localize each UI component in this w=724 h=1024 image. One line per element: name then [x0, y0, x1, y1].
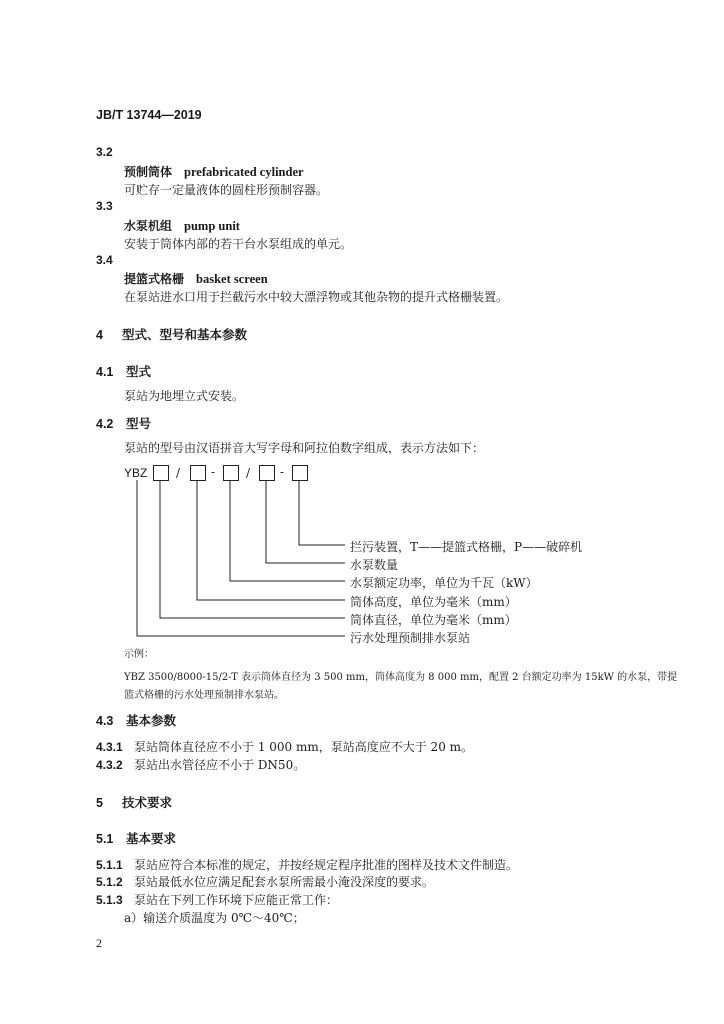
separator: /: [176, 466, 181, 480]
designation-label-height: 筒体高度，单位为毫米（mm）: [350, 595, 517, 609]
designation-label-station: 污水处理预制排水泵站: [350, 631, 471, 645]
clause-text: 泵站应符合本标准的规定，并按经规定程序批准的图样及技术文件制造。: [134, 858, 519, 872]
clause: [96, 873, 434, 890]
subsection-number: 4.2: [96, 417, 114, 431]
clause-number: 5.1.3: [96, 893, 123, 907]
term-definition: 可贮存一定量液体的圆柱形预制容器。: [124, 183, 329, 197]
clause-number: 5.1.1: [96, 858, 123, 872]
term-en: pump unit: [184, 219, 240, 233]
designation-label-diameter: 筒体直径，单位为毫米（mm）: [350, 613, 517, 627]
section-heading: [96, 793, 172, 811]
term-zh: 水泵机组: [124, 219, 173, 233]
designation-label-power: 水泵额定功率，单位为千瓦（kW）: [350, 576, 538, 590]
term-number: 3.3: [96, 199, 113, 213]
term-zh: 预制筒体: [124, 165, 173, 179]
example-label: 示例：: [124, 649, 154, 660]
list-item: a）输送介质温度为 0℃～40℃；: [124, 911, 305, 925]
model-prefix: YBZ: [124, 466, 148, 480]
subsection-number: 5.1: [96, 832, 114, 846]
example-text: YBZ 3500/8000-15/2-T 表示筒体直径为 3 500 mm，筒体高度为 8 000 mm，配置 2 台额定功率为 15kW 的水泵，带提: [124, 672, 678, 683]
example-text: 篮式格栅的污水处理预制排水泵站。: [124, 690, 284, 701]
term-definition: 在泵站进水口用于拦截污水中较大漂浮物或其他杂物的提升式格栅装置。: [124, 290, 509, 304]
subsection-title: 型式: [126, 364, 152, 379]
term-number: 3.2: [96, 145, 113, 159]
clause-number: 5.1.2: [96, 875, 123, 889]
clause-text: 泵站最低水位应满足配套水泵所需最小淹没深度的要求。: [134, 875, 435, 889]
subsection-number: 4.1: [96, 365, 114, 379]
subsection-title: 基本要求: [126, 831, 177, 846]
clause: [96, 756, 305, 773]
subsection-title: 基本参数: [126, 713, 177, 728]
clause-number: 4.3.1: [96, 740, 123, 754]
term-number: 3.4: [96, 253, 113, 267]
paragraph: 泵站的型号由汉语拼音大写字母和阿拉伯数字组成，表示方法如下：: [124, 441, 485, 455]
clause: [96, 856, 518, 873]
clause-text: 泵站筒体直径应不小于 1 000 mm，泵站高度应不大于 20 m。: [134, 740, 474, 754]
separator: /: [246, 466, 251, 480]
page-number: 2: [96, 936, 102, 950]
clause-text: 泵站出水管径应不小于 DN50。: [134, 758, 306, 772]
clause-text: 泵站在下列工作环境下应能正常工作：: [134, 893, 339, 907]
section-title: 技术要求: [122, 795, 173, 810]
separator: -: [280, 465, 285, 479]
subsection-heading: [96, 711, 176, 729]
standard-number: JB/T 13744—2019: [96, 108, 202, 122]
term-en: basket screen: [196, 272, 268, 286]
separator: -: [211, 465, 216, 479]
term-zh: 提篮式格栅: [124, 272, 185, 286]
term-en: prefabricated cylinder: [184, 165, 304, 179]
subsection-title: 型号: [126, 416, 152, 431]
subsection-heading: [96, 829, 176, 847]
section-number: 5: [96, 796, 103, 810]
designation-label-pump-count: 水泵数量: [350, 558, 399, 572]
designation-label-screen: 拦污装置，T——提篮式格栅，P——破碎机: [350, 540, 583, 554]
term-definition: 安装于筒体内部的若干台水泵组成的单元。: [124, 237, 353, 251]
clause: [96, 891, 338, 908]
clause-number: 4.3.2: [96, 758, 123, 772]
subsection-number: 4.3: [96, 714, 114, 728]
section-number: 4: [96, 328, 103, 342]
clause: [96, 738, 473, 755]
section-title: 型式、型号和基本参数: [122, 327, 248, 342]
paragraph: 泵站为地埋立式安装。: [124, 389, 245, 403]
